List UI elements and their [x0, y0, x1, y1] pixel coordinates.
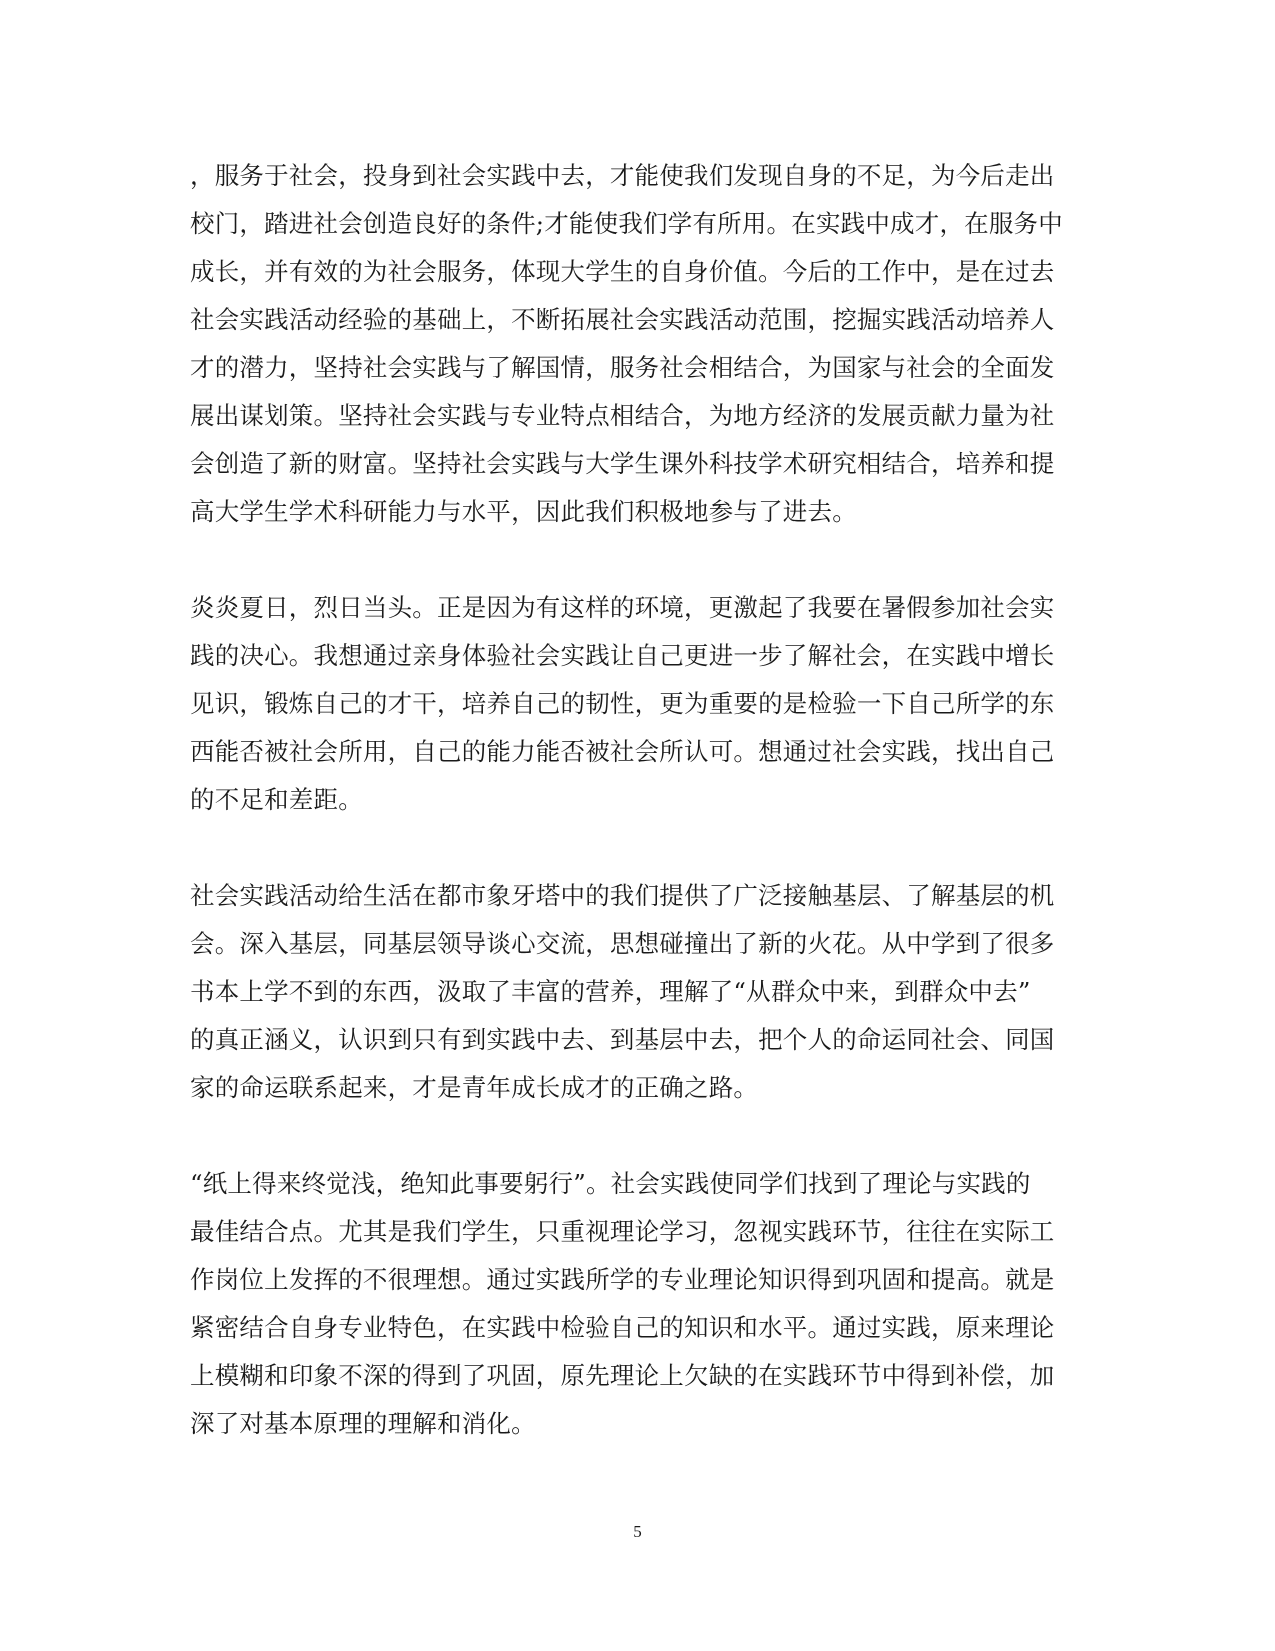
- text-line: 炎炎夏日，烈日当头。正是因为有这样的环境，更激起了我要在暑假参加社会实: [190, 593, 1055, 622]
- text-line: 的不足和差距。: [190, 785, 363, 814]
- text-line: 践的决心。我想通过亲身体验社会实践让自己更进一步了解社会，在实践中增长: [190, 641, 1055, 670]
- text-line: 展出谋划策。坚持社会实践与专业特点相结合，为地方经济的发展贡献力量为社: [190, 401, 1055, 430]
- text-line: 高大学生学术科研能力与水平，因此我们积极地参与了进去。: [190, 497, 857, 526]
- text-line: 深了对基本原理的理解和消化。: [190, 1409, 536, 1438]
- text-line: ，服务于社会，投身到社会实践中去，才能使我们发现自身的不足，为今后走出: [190, 161, 1055, 190]
- text-line: 西能否被社会所用，自己的能力能否被社会所认可。想通过社会实践，找出自己: [190, 737, 1055, 766]
- text-line: 校门，踏进社会创造良好的条件;才能使我们学有所用。在实践中成才，在服务中: [190, 209, 1063, 238]
- text-line: 最佳结合点。尤其是我们学生，只重视理论学习，忽视实践环节，往往在实际工: [190, 1217, 1055, 1246]
- document-body: [190, 152, 1072, 1448]
- text-line: 社会实践活动经验的基础上，不断拓展社会实践活动范围，挖掘实践活动培养人: [190, 305, 1055, 334]
- paragraph-4: [190, 1160, 1072, 1448]
- text-line: 紧密结合自身专业特色，在实践中检验自己的知识和水平。通过实践，原来理论: [190, 1313, 1055, 1342]
- paragraph-1: [190, 152, 1072, 536]
- text-line: 会。深入基层，同基层领导谈心交流，思想碰撞出了新的火花。从中学到了很多: [190, 929, 1055, 958]
- paragraph-3: [190, 872, 1072, 1112]
- paragraph-2: [190, 584, 1072, 824]
- text-line: 成长，并有效的为社会服务，体现大学生的自身价值。今后的工作中，是在过去: [190, 257, 1055, 286]
- text-line: 的真正涵义，认识到只有到实践中去、到基层中去，把个人的命运同社会、同国: [190, 1025, 1055, 1054]
- text-line: 上模糊和印象不深的得到了巩固，原先理论上欠缺的在实践环节中得到补偿，加: [190, 1361, 1055, 1390]
- text-line: 家的命运联系起来，才是青年成长成才的正确之路。: [190, 1073, 759, 1102]
- text-line: 才的潜力，坚持社会实践与了解国情，服务社会相结合，为国家与社会的全面发: [190, 353, 1055, 382]
- text-line: 社会实践活动给生活在都市象牙塔中的我们提供了广泛接触基层、了解基层的机: [190, 881, 1055, 910]
- text-line: “纸上得来终觉浅，绝知此事要躬行”。社会实践使同学们找到了理论与实践的: [190, 1169, 1031, 1198]
- text-line: 会创造了新的财富。坚持社会实践与大学生课外科技学术研究相结合，培养和提: [190, 449, 1055, 478]
- text-line: 书本上学不到的东西，汲取了丰富的营养，理解了“从群众中来，到群众中去”: [190, 977, 1031, 1006]
- text-line: 见识，锻炼自己的才干，培养自己的韧性，更为重要的是检验一下自己所学的东: [190, 689, 1055, 718]
- text-line: 作岗位上发挥的不很理想。通过实践所学的专业理论知识得到巩固和提高。就是: [190, 1265, 1055, 1294]
- page-number: 5: [633, 1522, 642, 1541]
